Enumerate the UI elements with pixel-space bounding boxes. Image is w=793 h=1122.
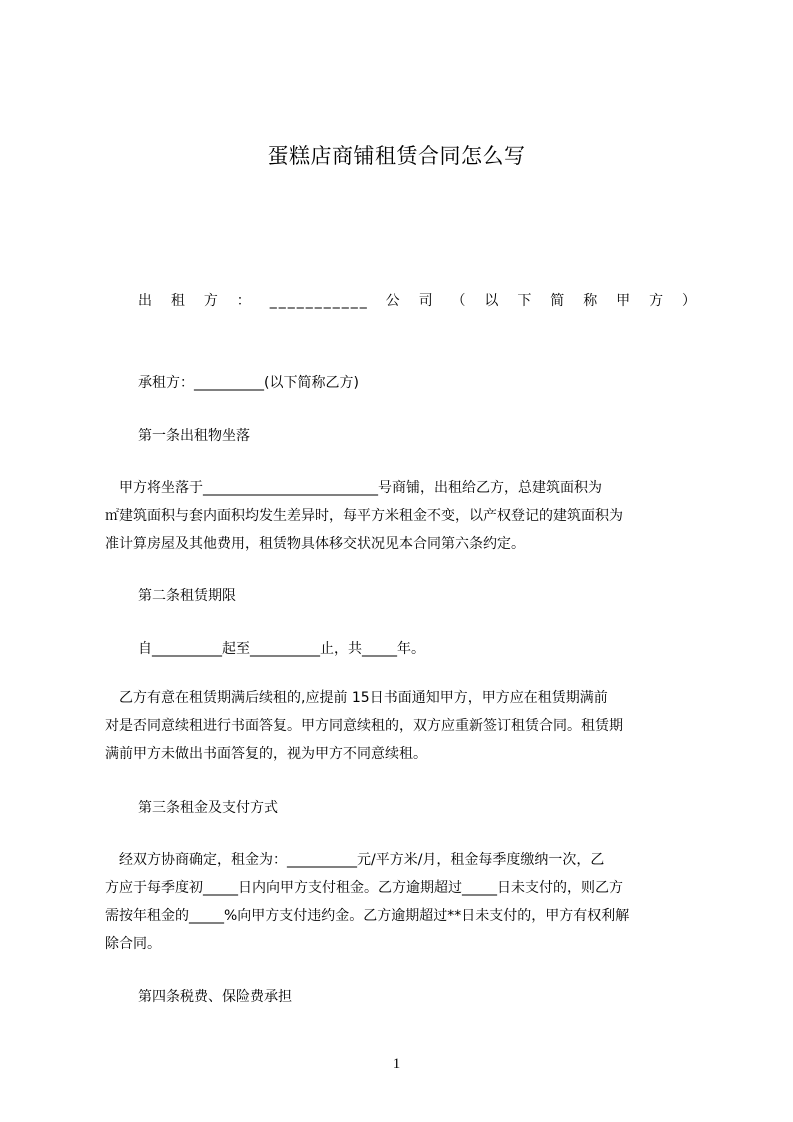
article-2-line-3: 满前甲方未做出书面答复的，视为甲方不同意续租。 [105,746,427,762]
article-2-heading: 第二条租赁期限 [138,588,236,604]
lessee-line: 承租方：__________(以下简称乙方) [138,375,359,391]
article-2-line-1: 乙方有意在租赁期满后续租的,应提前 15日书面通知甲方，甲方应在租赁期满前 [105,690,608,706]
article-3-line-2: 方应于每季度初_____日内向甲方支付租金。乙方逾期超过_____日未支付的，则乙方 [105,880,623,896]
lessor-line: 出租方：___________公司（以下简称甲方） [138,293,698,309]
lease-term-line: 自__________起至__________止，共_____年。 [138,641,425,657]
article-1-line-1: 甲方将坐落于_________________________号商铺，出租给乙方，总建筑面积为 [105,480,602,496]
article-1-heading: 第一条出租物坐落 [138,428,250,444]
document-title: 蛋糕店商铺租赁合同怎么写 [267,144,526,168]
article-2-body [105,684,700,768]
page-number: 1 [392,1056,401,1072]
article-1-body [105,474,700,558]
article-1-line-3: 准计算房屋及其他费用，租赁物具体移交状况见本合同第六条约定。 [105,536,525,552]
article-4-heading: 第四条税费、保险费承担 [138,989,292,1005]
article-3-line-4: 除合同。 [105,936,161,952]
article-2-line-2: 对是否同意续租进行书面答复。甲方同意续租的，双方应重新签订租赁合同。租赁期 [105,718,623,734]
article-1-line-2: ㎡建筑面积与套内面积均发生差异时，每平方米租金不变，以产权登记的建筑面积为 [105,508,623,524]
article-3-body [105,846,700,958]
article-3-heading: 第三条租金及支付方式 [138,800,278,816]
article-3-line-1: 经双方协商确定，租金为：__________元/平方米/月，租金每季度缴纳一次，乙 [105,852,605,868]
article-3-line-3: 需按年租金的_____%向甲方支付违约金。乙方逾期超过**日未支付的，甲方有权利解 [105,908,630,924]
